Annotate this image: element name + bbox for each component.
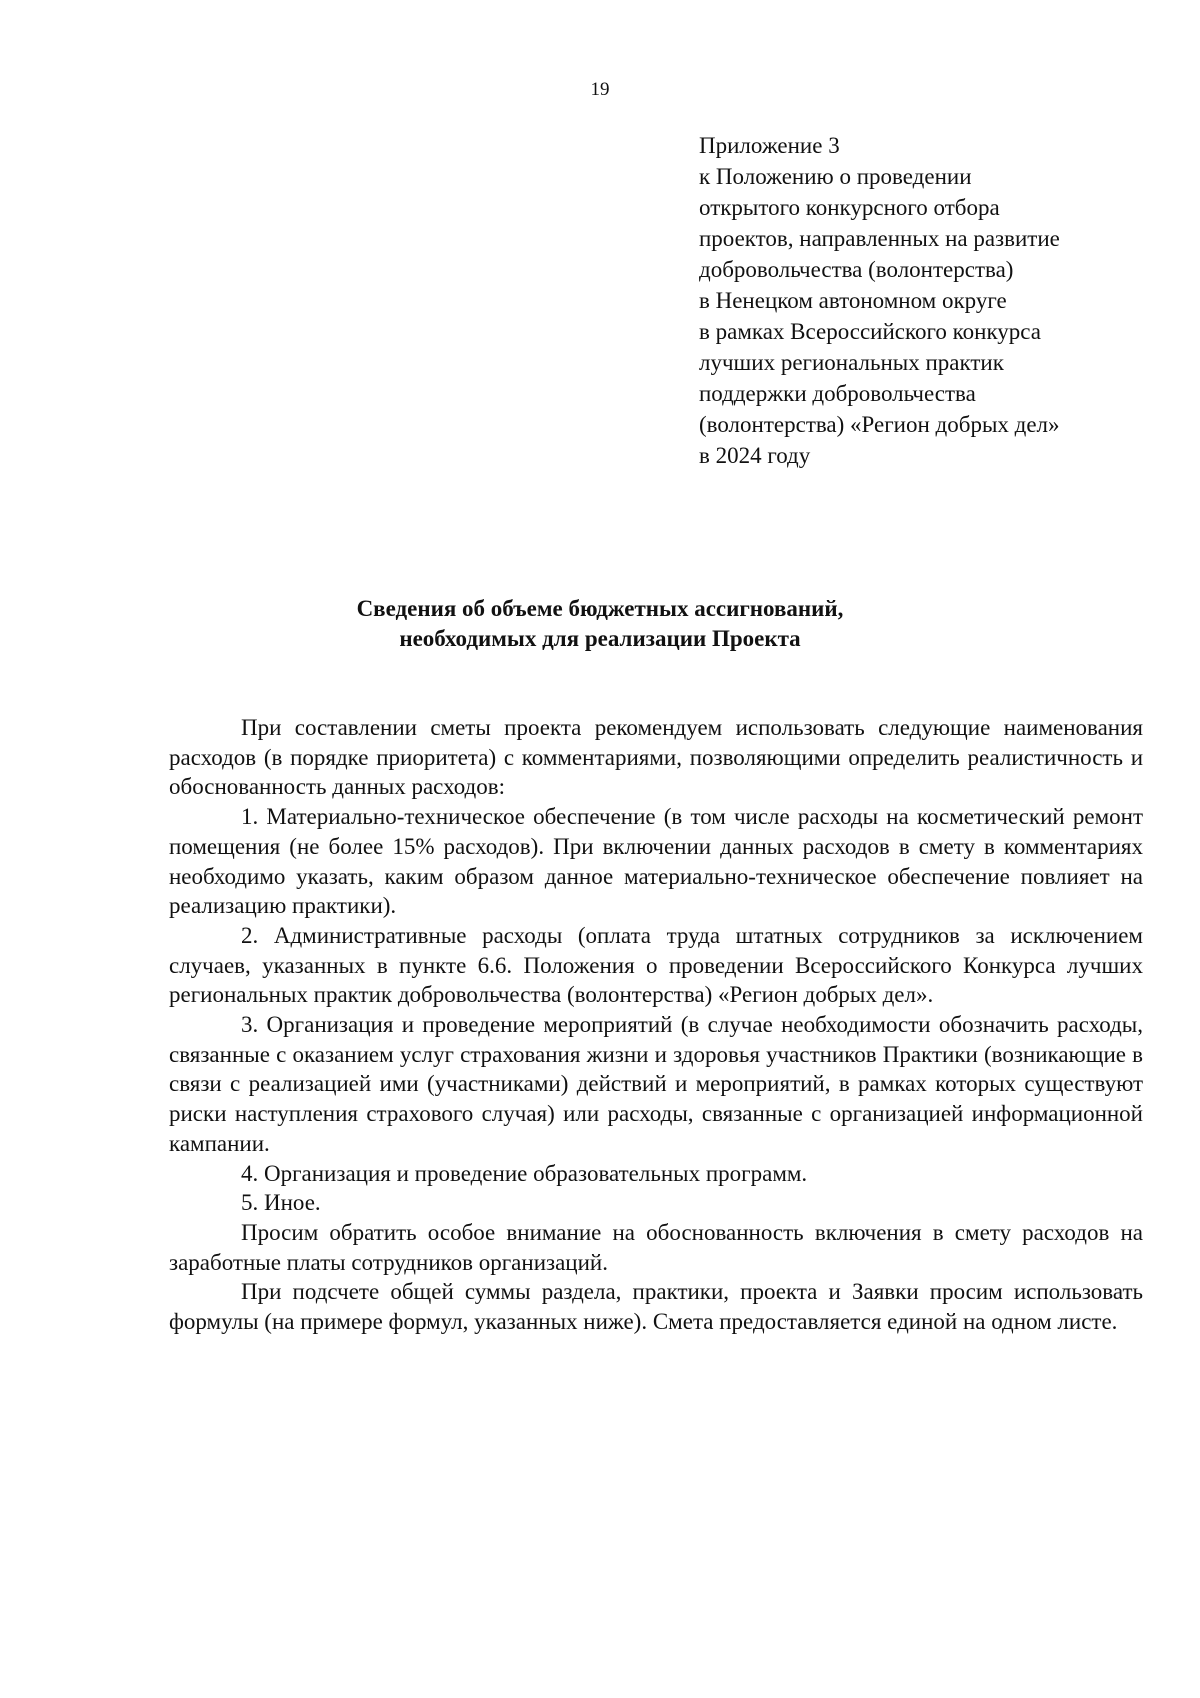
title-line: необходимых для реализации Проекта [399, 626, 801, 651]
appendix-line: лучших региональных практик [699, 350, 1004, 375]
appendix-line: в 2024 году [699, 443, 811, 468]
appendix-header [699, 130, 1159, 471]
appendix-line: к Положению о проведении [699, 164, 972, 189]
appendix-line: проектов, направленных на развитие [699, 226, 1060, 251]
paragraph-formulas: При подсчете общей суммы раздела, практики, проекта и Заявки просим использовать формулы (на примере формул, указанных ниже). Смета предоставляется единой на одном листе. [169, 1279, 1143, 1335]
page-number: 19 [590, 79, 610, 100]
appendix-line: (волонтерства) «Регион добрых дел» [699, 412, 1060, 437]
appendix-line: Приложение 3 [699, 133, 840, 158]
paragraph-item-5: 5. Иное. [241, 1190, 321, 1216]
appendix-line: открытого конкурсного отбора [699, 195, 1000, 220]
paragraph-item-3: 3. Организация и проведение мероприятий (в случае необходимости обозначить расходы, связанные с оказанием услуг страхования жизни и здоровья участников Практики (возникающие в связи с реализацией ими (участниками) действий и мероприятий, в рамках которых существуют риски наступления страхового случая) или расходы, связанные с организацией информационной кампании. [169, 1012, 1143, 1156]
paragraph-note: Просим обратить особое внимание на обоснованность включения в смету расходов на заработные платы сотрудников организаций. [169, 1219, 1143, 1275]
appendix-line: добровольчества (волонтерства) [699, 257, 1014, 282]
paragraph-intro: При составлении сметы проекта рекомендуем использовать следующие наименования расходов (в порядке приоритета) с комментариями, позволяющими определить реалистичность и обоснованность данных расходов: [169, 715, 1143, 800]
paragraph-item-4: 4. Организация и проведение образовательных программ. [241, 1160, 808, 1186]
title-line: Сведения об объеме бюджетных ассигнований, [356, 596, 844, 621]
paragraph-item-1: 1. Материально-техническое обеспечение (в том числе расходы на косметический ремонт помещения (не более 15% расходов). При включении данных расходов в смету в комментариях необходимо указать, каким образом данное материально-техническое обеспечение повлияет на реализацию практики). [169, 804, 1143, 919]
document-title [0, 594, 1200, 654]
appendix-line: в Ненецком автономном округе [699, 288, 1007, 313]
paragraph-item-2: 2. Административные расходы (оплата труда штатных сотрудников за исключением случаев, указанных в пункте 6.6. Положения о проведении Всероссийского Конкурса лучших региональных практик добровольчества (волонтерства) «Регион добрых дел». [169, 922, 1143, 1008]
appendix-line: в рамках Всероссийского конкурса [699, 319, 1041, 344]
document-body [169, 713, 1143, 1337]
appendix-line: поддержки добровольчества [699, 381, 976, 406]
